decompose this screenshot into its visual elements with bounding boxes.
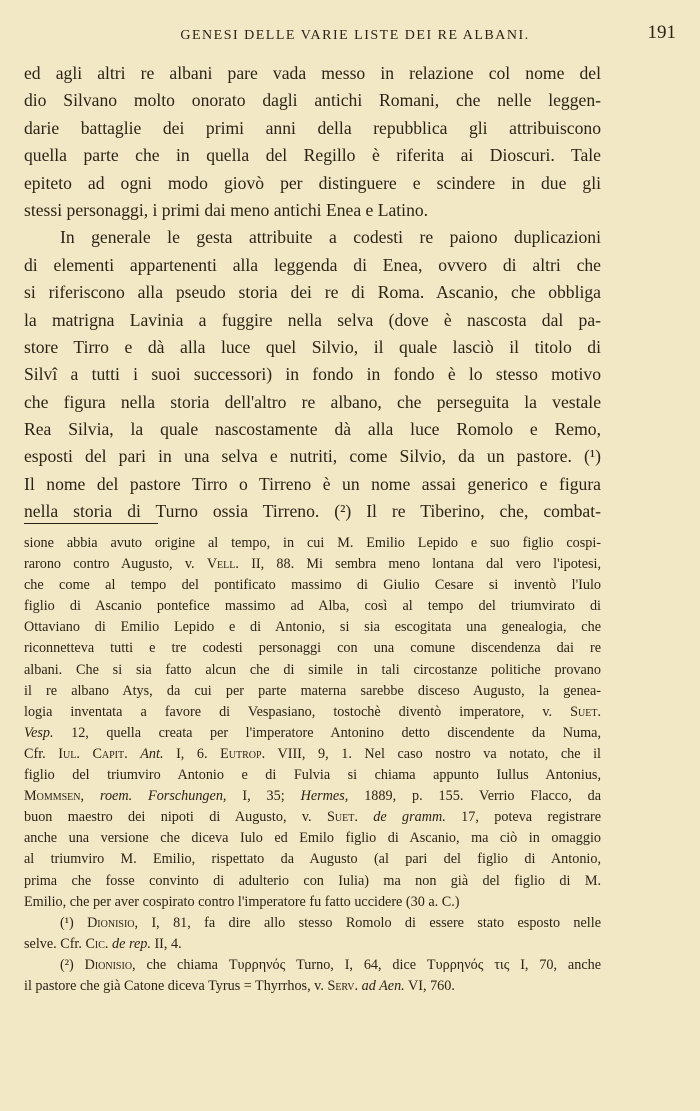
text-line: dio Silvano molto onorato dagli antichi Romani, che nelle leggen- [24,90,601,111]
footnote-line: anche una versione che diceva Iulo ed Emilo figlio di Ascanio, ma ciò in omaggio [24,830,601,847]
page-header [24,22,676,52]
footnote-line: figlio del triumviro Antonio e di Fulvia si chiama appunto Iullus Antonius, [24,767,601,784]
footnote-line: Vesp. 12, quella creata per l'imperatore Antonino detto discendente da Numa, [24,724,602,741]
page-number: 191 [647,22,676,43]
text-line: nella storia di Turno ossia Tirreno. (²) Il re Tiberino, che, combat- [24,501,601,522]
footnote-ref-1: (¹) [584,446,601,467]
text-line: la matrigna Lavinia a fuggire nella selva (dove è nascosta dal pa- [24,309,601,330]
footnote-line: selve. Cfr. Cic. de rep. II, 4. [24,935,182,952]
text-line: ed agli altri re albani pare vada messo in relazione col nome del [24,63,601,83]
text-line: darie battaglie dei primi anni della repubblica gli attribuiscono [24,117,601,138]
footnote-ref-2: (²) [334,501,352,522]
footnote-line: buon maestro dei nipoti di Augusto, v. Suet. de gramm. 17, poteva registrare [24,809,602,826]
text-line: stessi personaggi, i primi dai meno antichi Enea e Latino. [24,199,429,220]
text-line: Il nome del pastore Tirro o Tirreno è un nome assai generico e figura [24,473,601,494]
footnote-line: Mommsen, roem. Forschungen, I, 35; Hermes, 1889, p. 155. Verrio Flacco, da [24,788,602,805]
footnote-line: riconnetteva tutti e tre codesti personaggi con una comune discendenza dai re [24,640,601,657]
footnote-line: al triumviro M. Emilio, rispettato da Augusto (al pari del figlio di Antonio, [24,851,601,868]
footnote-line: il pastore che già Catone diceva Tyrus = Thyrrhos, v. Serv. ad Aen. VI, 760. [24,977,455,994]
text-line: esposti del pari in una selva e nutriti, come Silvio, da un pastore. (¹) [24,446,601,467]
footnote-line: Cfr. Iul. Capit. Ant. I, 6. Eutrop. VIII, 9, 1. Nel caso nostro va notato, che il [24,745,602,762]
footnotes [24,533,601,997]
text-line: Rea Silvia, la quale nascostamente dà alla luce Romolo e Remo, [24,419,601,440]
footnote-line: figlio di Ascanio pontefice massimo ad Alba, così al tempo del triumvirato di [24,598,601,615]
running-title: GENESI DELLE VARIE LISTE DEI RE ALBANI. [180,28,530,43]
footnote-line: sione abbia avuto origine al tempo, in cui M. Emilio Lepido e suo figlio cospi- [24,535,601,551]
text-line: di elementi appartenenti alla leggenda di Enea, ovvero di altri che [24,254,601,275]
text-line: store Tirro e dà alla luce quel Silvio, il quale lasciò il titolo di [24,336,601,357]
footnote-2: (²) Dionisio, che chiama Τυρρηνός Turno, I, 64, dice Τυρρηνός τις I, 70, anche [60,956,602,973]
footnote-1: (¹) Dionisio, I, 81, fa dire allo stesso Romolo di essere stato esposto nelle [60,914,601,931]
text-line: si riferiscono alla pseudo storia dei re di Roma. Ascanio, che obbliga [24,282,601,303]
footnote-line: che come al tempo del pontificato massimo di Giulio Cesare si inventò l'Iulo [24,577,601,594]
footnote-line: il re albano Atys, da cui per parte materna sarebbe disceso Augusto, la genea- [24,682,601,699]
text-line: che figura nella storia dell'altro re albano, che perseguita la vestale [24,391,601,412]
footnote-line: rarono contro Augusto, v. Vell. II, 88. Mi sembra meno lontana dal vero l'ipotesi, [24,556,602,573]
footnote-separator [24,523,158,524]
footnote-line: logia inventata a favore di Vespasiano, tostochè diventò imperatore, v. Suet. [24,703,601,720]
footnote-line: Emilio, che per aver cospirato contro l'imperatore fu fatto uccidere (30 a. C.) [24,893,460,910]
text-line: quella parte che in quella del Regillo è riferita ai Dioscuri. Tale [24,145,601,166]
main-text [24,60,601,526]
text-line: epiteto ad ogni modo giovò per distinguere e scindere in due gli [24,172,601,193]
footnote-line: albani. Che si sia fatto alcun che di simile in tali circostanze politiche provano [24,661,601,678]
footnote-line: prima che fosse convinto di adulterio con Iulia) ma non già del figlio di M. [24,872,601,889]
text-line: In generale le gesta attribuite a codesti re paiono duplicazioni [60,227,601,248]
text-line: Silvî a tutti i suoi successori) in fondo in fondo è lo stesso motivo [24,364,601,385]
footnote-line: Ottaviano di Emilio Lepido e di Antonio, si sia escogitata una genealogia, che [24,619,601,636]
